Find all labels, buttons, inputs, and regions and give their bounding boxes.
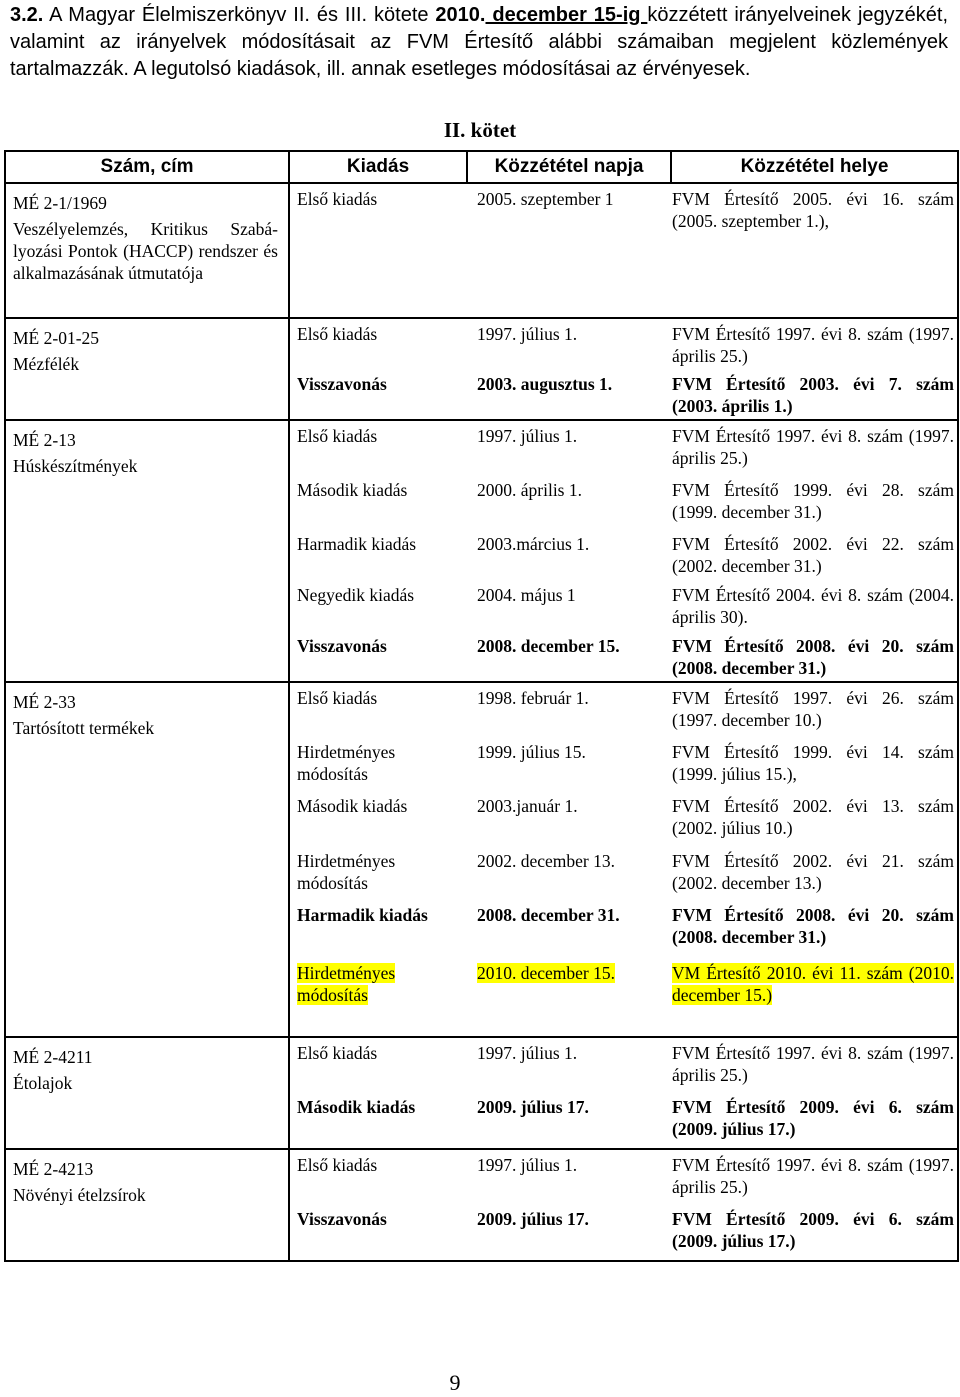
header-kozzetetel-helye: Közzététel helye: [671, 151, 958, 183]
entry-row: [290, 373, 957, 415]
entry-kiadas: Első kiadás: [297, 1043, 378, 1063]
entry-helye: FVM Értesítő 1999. évi 28. szám (1999. december 31.): [672, 480, 954, 522]
volume-title: II. kötet: [443, 118, 517, 142]
standard-code: MÉ 2-13: [13, 430, 76, 450]
table-row-group: [5, 1149, 958, 1261]
entry-helye: FVM Értesítő 1997. évi 26. szám (1997. december 10.): [672, 688, 954, 730]
entry-kiadas: Harmadik kiadás: [297, 905, 428, 925]
intro-text-1: A Magyar Élelmiszerkönyv II. és III. kötete: [43, 4, 436, 26]
entry-napja: 1997. július 1.: [477, 426, 578, 446]
entry-row: [290, 533, 957, 584]
entry-napja: 1998. február 1.: [477, 688, 589, 708]
entry-napja: 2005. szeptember 1: [477, 189, 614, 209]
standard-cell: [5, 1037, 289, 1149]
standard-cell: [5, 420, 289, 682]
entry-napja: [477, 962, 667, 984]
entries-cell: [289, 420, 958, 682]
entry-napja: 2002. december 13.: [477, 851, 616, 871]
entry-napja: 2003.január 1.: [477, 796, 578, 816]
header-kiadas: Kiadás: [289, 151, 467, 183]
entry-napja: 2009. július 17.: [477, 1097, 589, 1117]
entry-napja: 2004. május 1: [477, 585, 576, 605]
table-row-group: [5, 183, 958, 318]
standard-cell: [5, 318, 289, 420]
table-row-group: [5, 420, 958, 682]
entry-napja: 1997. július 1.: [477, 324, 578, 344]
entry-kiadas: Első kiadás: [297, 688, 378, 708]
entry-kiadas: Második kiadás: [297, 796, 408, 816]
entry-row: [290, 479, 957, 533]
standard-name: Étolajok: [13, 1073, 73, 1093]
standard-code: MÉ 2-1/1969: [13, 193, 107, 213]
table-row-group: [5, 1037, 958, 1149]
entry-kiadas: Negyedik kiadás: [297, 585, 415, 605]
entry-helye: FVM Értesítő 2002. évi 21. szám (2002. december 13.): [672, 851, 954, 893]
entry-helye: FVM Értesítő 2008. évi 20. szám (2008. december 31.): [672, 905, 954, 947]
standard-name: Mézfélék: [13, 354, 80, 374]
entry-napja: 1997. július 1.: [477, 1155, 578, 1175]
entries-cell: [289, 183, 958, 318]
entry-kiadas: [297, 962, 457, 1006]
entry-helye: FVM Értesítő 1997. évi 8. szám (1997. április 25.): [672, 1043, 954, 1085]
section-number: 3.2.: [10, 4, 44, 26]
entry-helye: FVM Értesítő 2003. évi 7. szám (2003. április 1.): [672, 374, 954, 416]
standard-code: MÉ 2-4211: [13, 1047, 93, 1067]
standard-code: MÉ 2-33: [13, 692, 76, 712]
entry-row: [290, 850, 957, 904]
entry-row: [290, 962, 957, 1022]
standard-name: Növényi ételzsírok: [13, 1185, 146, 1205]
entry-kiadas: Visszavonás: [297, 1209, 387, 1229]
entry-kiadas: Harmadik kiadás: [297, 534, 417, 554]
guidelines-table: [4, 150, 959, 1262]
entry-kiadas: Első kiadás: [297, 426, 378, 446]
standard-name: Tartósított termékek: [13, 718, 155, 738]
entry-napja: 2003.március 1.: [477, 534, 590, 554]
entry-helye: FVM Értesítő 2009. évi 6. szám (2009. július 17.): [672, 1209, 954, 1251]
entry-napja: 2000. április 1.: [477, 480, 582, 500]
entry-kiadas: Visszavonás: [297, 374, 387, 394]
entries-cell: [289, 318, 958, 420]
intro-deadline: december 15-ig: [485, 4, 648, 26]
entry-kiadas: Első kiadás: [297, 1155, 378, 1175]
standard-name: Veszélyelemzés, Kritikus Szabá-lyozási Pontok (HACCP) rendszer és alkalmazásának útmutatója: [13, 219, 278, 283]
entry-napja: 1999. július 15.: [477, 742, 586, 762]
entry-row: [290, 1096, 957, 1144]
entry-napja: 2008. december 31.: [477, 905, 620, 925]
standard-cell: [5, 1149, 289, 1261]
entry-row: [290, 904, 957, 962]
entry-row: [290, 584, 957, 635]
entry-row: [290, 425, 957, 479]
standard-cell: [5, 682, 289, 1037]
entry-row: [290, 687, 957, 741]
entry-helye: FVM Értesítő 2002. évi 22. szám (2002. december 31.): [672, 534, 954, 576]
entry-helye: FVM Értesítő 2009. évi 6. szám (2009. július 17.): [672, 1097, 954, 1139]
intro-paragraph: [10, 2, 948, 83]
entry-kiadas: Első kiadás: [297, 324, 378, 344]
standard-name: Húskészítmények: [13, 456, 138, 476]
intro-year: 2010.: [435, 4, 486, 26]
table-header-row: [5, 151, 958, 183]
entry-helye: FVM Értesítő 2008. évi 20. szám (2008. december 31.): [672, 636, 954, 678]
entry-row: [290, 323, 957, 373]
standard-code: MÉ 2-4213: [13, 1159, 94, 1179]
entry-helye: FVM Értesítő 1999. évi 14. szám (1999. július 15.),: [672, 742, 954, 784]
entry-helye: FVM Értesítő 2002. évi 13. szám (2002. július 10.): [672, 796, 954, 838]
entry-kiadas: Első kiadás: [297, 189, 378, 209]
entry-row: [290, 1042, 957, 1096]
table-row-group: [5, 682, 958, 1037]
highlighted-kiadas: Hirdetményes módosítás: [297, 963, 396, 1005]
highlighted-napja: 2010. december 15.: [477, 963, 616, 983]
entry-napja: 2003. augusztus 1.: [477, 374, 613, 394]
entry-helye: FVM Értesítő 1997. évi 8. szám (1997. április 25.): [672, 1155, 954, 1197]
header-szam-cim: Szám, cím: [5, 151, 289, 183]
entry-kiadas: Második kiadás: [297, 1097, 416, 1117]
entry-napja: 1997. július 1.: [477, 1043, 578, 1063]
entry-row: [290, 188, 957, 248]
standard-cell: [5, 183, 289, 318]
highlighted-helye: VM Értesítő 2010. évi 11. szám (2010. december 15.): [672, 963, 954, 1005]
entry-row: [290, 635, 957, 677]
standard-code: MÉ 2-01-25: [13, 328, 100, 348]
header-kozzetetel-napja: Közzététel napja: [467, 151, 671, 183]
entry-kiadas: Hirdetményes módosítás: [297, 851, 396, 893]
page-number: 9: [449, 1370, 461, 1395]
entry-kiadas: Második kiadás: [297, 480, 408, 500]
entry-helye: [672, 962, 954, 1006]
intro-text-3: közzétett irányelveinek jegyzékét, valamint az irányelvek módosításait az FVM Értesítő alábbi számaiban megjelent közlemények tartalmazzák. A legutolsó kiadások, ill. annak esetleges módosításai az érvényesek.: [10, 4, 949, 80]
entry-row: [290, 1208, 957, 1256]
entry-helye: FVM Értesítő 2005. évi 16. szám (2005. szeptember 1.),: [672, 189, 954, 231]
entry-row: [290, 1154, 957, 1208]
entry-napja: 2009. július 17.: [477, 1209, 589, 1229]
entry-napja: 2008. december 15.: [477, 636, 620, 656]
entry-kiadas: Visszavonás: [297, 636, 387, 656]
entry-helye: FVM Értesítő 1997. évi 8. szám (1997. április 25.): [672, 324, 954, 366]
entry-kiadas: Hirdetményes módosítás: [297, 742, 396, 784]
entry-helye: FVM Értesítő 2004. évi 8. szám (2004. április 30).: [672, 585, 954, 627]
entry-helye: FVM Értesítő 1997. évi 8. szám (1997. április 25.): [672, 426, 954, 468]
table-row-group: [5, 318, 958, 420]
entry-row: [290, 795, 957, 850]
entries-cell: [289, 682, 958, 1037]
entries-cell: [289, 1037, 958, 1149]
entries-cell: [289, 1149, 958, 1261]
entry-row: [290, 741, 957, 795]
